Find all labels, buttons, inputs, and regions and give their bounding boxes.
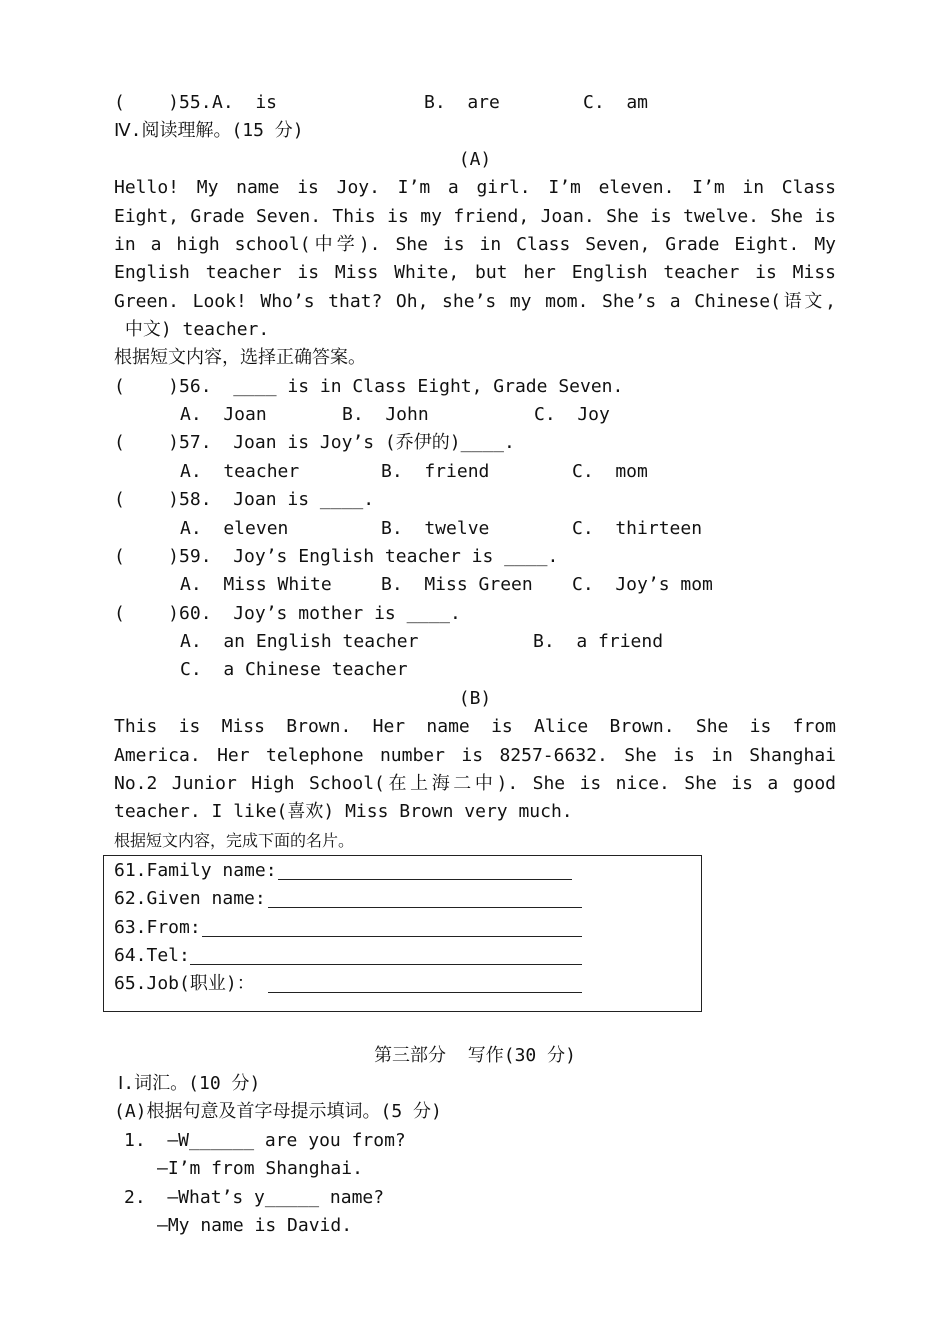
passage-a-line: 中文) teacher. — [114, 319, 270, 340]
option-c: C. mom — [572, 461, 648, 482]
option-c: C. Joy — [534, 404, 610, 425]
passage-b-line: No.2 Junior High School(在上海二中). She is nice. She is a good — [114, 773, 836, 794]
option-c: C. Joy’s mom — [572, 574, 713, 595]
card-field-tel: 64.Tel: — [114, 945, 190, 966]
question-stem: ( )57. Joan is Joy’s (乔伊的)____. — [114, 432, 515, 453]
card-field-job: 65.Job(职业)： — [114, 973, 255, 994]
question-stem: ( )59. Joy’s English teacher is ____. — [114, 546, 559, 567]
part-3-title: 第三部分 写作(30 分) — [374, 1045, 576, 1066]
option-b: B. Miss Green — [381, 574, 533, 595]
option-c: C. thirteen — [572, 518, 703, 539]
vocab-section-title: Ⅰ.词汇。(10 分) — [118, 1073, 261, 1094]
passage-a-line: Eight, Grade Seven. This is my friend, Joan. She is twelve. She is — [114, 206, 836, 227]
option-b: B. a friend — [533, 631, 664, 652]
passage-a-line: in a high school(中学). She is in Class Seven, Grade Eight. My — [114, 234, 836, 255]
option-a: A. eleven — [180, 518, 289, 539]
answer-line — [278, 879, 572, 880]
option-b: B. John — [342, 404, 429, 425]
option-a: A. teacher — [180, 461, 300, 482]
passage-b-line: This is Miss Brown. Her name is Alice Brown. She is from — [114, 716, 836, 737]
q55-stem: ( )55. — [114, 92, 212, 113]
passage-b-line: America. Her telephone number is 8257-6632. She is in Shanghai — [114, 745, 836, 766]
passage-b-instruction: 根据短文内容，完成下面的名片。 — [114, 831, 355, 850]
option-a: A. Miss White — [180, 574, 332, 595]
answer-line — [268, 992, 582, 993]
vocab-answer: —I’m from Shanghai. — [157, 1158, 363, 1179]
passage-a-line: Green. Look! Who’s that? Oh, she’s my mom. She’s a Chinese(语文, — [114, 291, 836, 312]
option-a: A. an English teacher — [180, 631, 419, 652]
section-4-title: Ⅳ.阅读理解。(15 分) — [114, 120, 304, 141]
passage-a-label: (A) — [458, 149, 492, 170]
passage-a-line: Hello! My name is Joy. I’m a girl. I’m eleven. I’m in Class — [114, 177, 836, 198]
vocab-sub-a-title: (A)根据句意及首字母提示填词。(5 分) — [114, 1101, 442, 1122]
passage-b-line: teacher. I like(喜欢) Miss Brown very much. — [114, 801, 573, 822]
q55-option-b: B. are — [424, 92, 500, 113]
card-field-given-name: 62.Given name: — [114, 888, 266, 909]
card-field-from: 63.From: — [114, 917, 201, 938]
answer-line — [190, 964, 582, 965]
option-b: B. twelve — [381, 518, 490, 539]
vocab-answer: —My name is David. — [157, 1215, 353, 1236]
answer-line — [268, 907, 582, 908]
question-stem: ( )60. Joy’s mother is ____. — [114, 603, 461, 624]
vocab-question: 2. —What’s y_____ name? — [124, 1187, 385, 1208]
card-field-family-name: 61.Family name: — [114, 860, 277, 881]
q55-option-a: A. is — [212, 92, 278, 113]
passage-a-line: English teacher is Miss White, but her English teacher is Miss — [114, 262, 836, 283]
vocab-question: 1. —W______ are you from? — [124, 1130, 406, 1151]
question-stem: ( )56. ____ is in Class Eight, Grade Seven. — [114, 376, 624, 397]
answer-line — [202, 936, 582, 937]
option-a: A. Joan — [180, 404, 267, 425]
q55-option-c: C. am — [583, 92, 649, 113]
passage-a-instruction: 根据短文内容，选择正确答案。 — [114, 347, 366, 368]
passage-b-label: (B) — [458, 688, 492, 709]
option-b: B. friend — [381, 461, 490, 482]
question-stem: ( )58. Joan is ____. — [114, 489, 375, 510]
option-c: C. a Chinese teacher — [180, 659, 408, 680]
